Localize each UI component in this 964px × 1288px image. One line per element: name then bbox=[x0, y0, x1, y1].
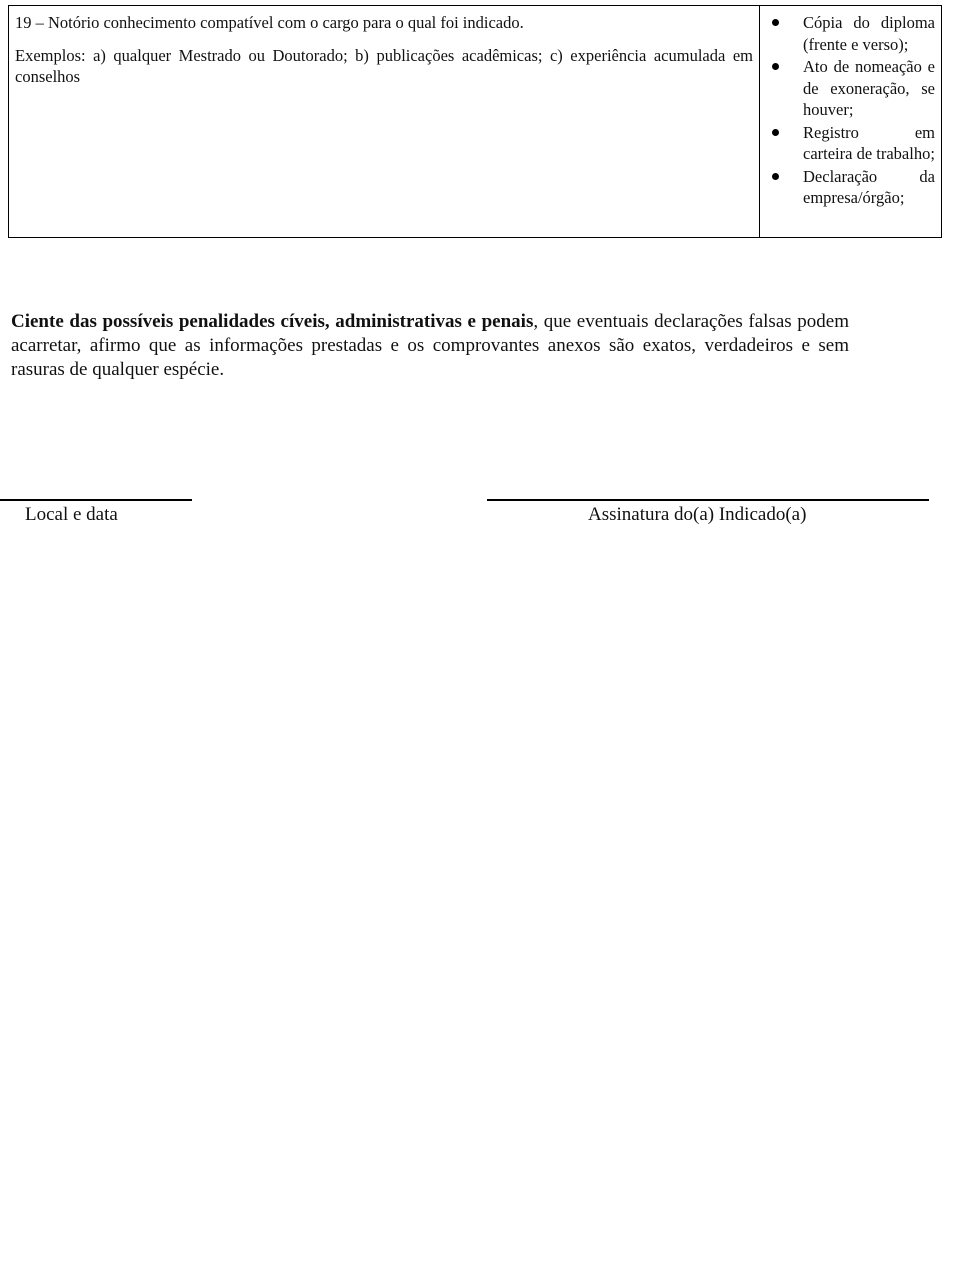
required-documents-cell bbox=[760, 6, 941, 237]
requirement-title: 19 – Notório conhecimento compatível com o cargo para o qual foi indicado. bbox=[15, 13, 524, 32]
declaration-paragraph bbox=[11, 310, 849, 382]
list-item bbox=[760, 122, 935, 165]
required-documents-list bbox=[760, 12, 935, 209]
signature-line[interactable] bbox=[487, 499, 929, 501]
list-item bbox=[760, 12, 935, 55]
declaration-bold-text: Ciente das possíveis penalidades cíveis, administrativas e penais bbox=[11, 311, 534, 332]
bullet-icon bbox=[760, 12, 803, 26]
requirement-description-cell bbox=[9, 6, 760, 237]
declaration-text: , que eventuais declarações falsas podem acarretar, afirmo que as informações prestadas e os comprovantes anexos são exatos, verdadeiros e sem rasuras de qualquer espécie. bbox=[11, 311, 849, 380]
signature-label: Assinatura do(a) Indicado(a) bbox=[588, 504, 807, 525]
bullet-icon bbox=[760, 56, 803, 70]
bullet-icon bbox=[760, 122, 803, 136]
local-date-line[interactable] bbox=[0, 499, 192, 501]
document-item-text: Declaração da empresa/órgão; bbox=[803, 166, 935, 207]
document-item-text: Registro em carteira de trabalho; bbox=[803, 122, 935, 163]
requirement-examples: Exemplos: a) qualquer Mestrado ou Doutorado; b) publicações acadêmicas; c) experiência acumulada em conselhos bbox=[15, 46, 753, 86]
list-item bbox=[760, 166, 935, 209]
list-item bbox=[760, 56, 935, 121]
document-item-text: Ato de nomeação e de exoneração, se houver; bbox=[803, 57, 935, 119]
bullet-icon bbox=[760, 166, 803, 180]
document-item-text: Cópia do diploma (frente e verso); bbox=[803, 13, 935, 54]
requirement-table bbox=[8, 5, 942, 238]
local-date-label: Local e data bbox=[25, 504, 118, 525]
